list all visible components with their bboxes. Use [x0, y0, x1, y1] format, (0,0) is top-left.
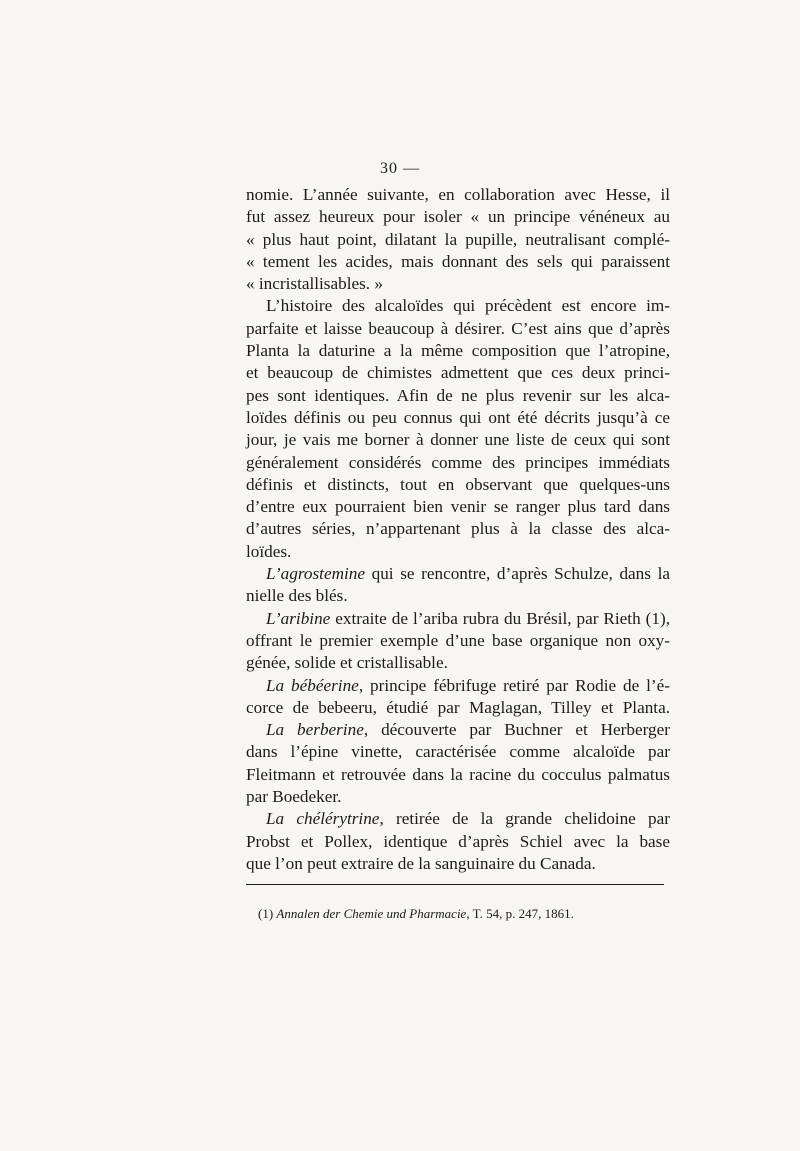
text-line	[246, 608, 670, 630]
alkaloid-name: La berberine	[266, 720, 364, 740]
line-text: d’entre eux pourraient bien venir se ranger plus tard dans	[246, 497, 670, 517]
line-text: et beaucoup de chimistes admettent que ces deux princi-	[246, 363, 670, 383]
line-text: dans l’épine vinette, caractérisée comme alcaloïde par	[246, 742, 670, 762]
text-line	[246, 563, 670, 585]
text-line	[246, 764, 670, 786]
text-line	[246, 741, 670, 763]
text-line	[246, 362, 670, 384]
text-line	[246, 295, 670, 317]
text-line	[246, 697, 670, 719]
text-line	[246, 429, 670, 451]
text-line	[246, 452, 670, 474]
alkaloid-name: L’aribine	[266, 608, 331, 628]
footnote-rule	[246, 884, 664, 885]
line-text: d’autres séries, n’appartenant plus à la classe des alca-	[246, 519, 670, 539]
line-text: loïdes définis ou peu connus qui ont été décrits jusqu’à ce	[246, 407, 670, 427]
text-line	[246, 206, 670, 228]
line-text: pes sont identiques. Afin de ne plus revenir sur les alca-	[246, 385, 670, 405]
text-line	[246, 474, 670, 496]
line-text: nomie. L’année suivante, en collaboration avec Hesse, il	[246, 185, 670, 204]
text-line	[246, 808, 670, 830]
line-text: extraite de l’ariba rubra du Brésil, par Rieth (1),	[330, 608, 670, 628]
footnote	[258, 906, 574, 922]
text-line	[246, 385, 670, 407]
line-text: , retirée de la grande chelidoine par	[379, 809, 670, 829]
text-line	[246, 407, 670, 429]
text-line	[246, 184, 670, 206]
line-text: corce de bebeeru, étudié par Maglagan, Tilley et Planta.	[246, 697, 670, 717]
line-text: définis et distincts, tout en observant que quelques-uns	[246, 474, 670, 494]
line-text: « incristallisables. »	[246, 274, 383, 294]
text-line	[246, 518, 670, 540]
line-text: « plus haut point, dilatant la pupille, neutralisant complé-	[246, 229, 670, 249]
line-text: parfaite et laisse beaucoup à désirer. C’est ains que d’après	[246, 318, 670, 338]
line-text: qui se rencontre, d’après Schulze, dans la	[364, 564, 670, 584]
line-text: génée, solide et cristallisable.	[246, 653, 448, 673]
text-line	[246, 340, 670, 362]
text-line	[246, 719, 670, 741]
text-line	[246, 853, 670, 875]
text-line	[246, 675, 670, 697]
text-line	[246, 541, 670, 563]
footnote-source: Annalen der Chemie und Pharmacie,	[276, 906, 470, 921]
line-text: nielle des blés.	[246, 586, 348, 606]
text-line	[246, 652, 670, 674]
line-text: Fleitmann et retrouvée dans la racine du cocculus palmatus	[246, 764, 670, 784]
line-text: , découverte par Buchner et Herberger	[363, 720, 670, 740]
footnote-marker: (1)	[258, 906, 274, 921]
line-text: jour, je vais me borner à donner une liste de ceux qui sont	[246, 430, 670, 450]
text-line	[246, 229, 670, 251]
text-line	[246, 786, 670, 808]
text-line	[246, 318, 670, 340]
line-text: par Boedeker.	[246, 787, 342, 807]
text-line	[246, 831, 670, 853]
line-text: que l’on peut extraire de la sanguinaire du Canada.	[246, 853, 596, 873]
body-text	[246, 184, 670, 875]
page-number: 30 —	[380, 160, 420, 177]
line-text: offrant le premier exemple d’une base organique non oxy-	[246, 630, 670, 650]
alkaloid-name: La bébéerine	[266, 675, 359, 695]
line-text: généralement considérés comme des principes immédiats	[246, 452, 670, 472]
alkaloid-name: L’agrostemine	[266, 564, 365, 584]
line-text: , principe fébrifuge retiré par Rodie de l’é-	[358, 675, 670, 695]
text-line	[246, 585, 670, 607]
text-line	[246, 496, 670, 518]
line-text: « tement les acides, mais donnant des sels qui paraissent	[246, 251, 670, 271]
text-line	[246, 273, 670, 295]
footnote-details: T. 54, p. 247, 1861.	[469, 906, 574, 921]
text-line	[246, 630, 670, 652]
text-line	[246, 251, 670, 273]
line-text: fut assez heureux pour isoler « un principe vénéneux au	[246, 207, 670, 227]
alkaloid-name: La chélérytrine	[266, 809, 380, 829]
line-text: L’histoire des alcaloïdes qui précèdent est encore im-	[266, 296, 670, 316]
line-text: loïdes.	[246, 541, 292, 561]
line-text: Planta la daturine a la même composition que l’atropine,	[246, 341, 670, 361]
line-text: Probst et Pollex, identique d’après Schiel avec la base	[246, 831, 670, 851]
